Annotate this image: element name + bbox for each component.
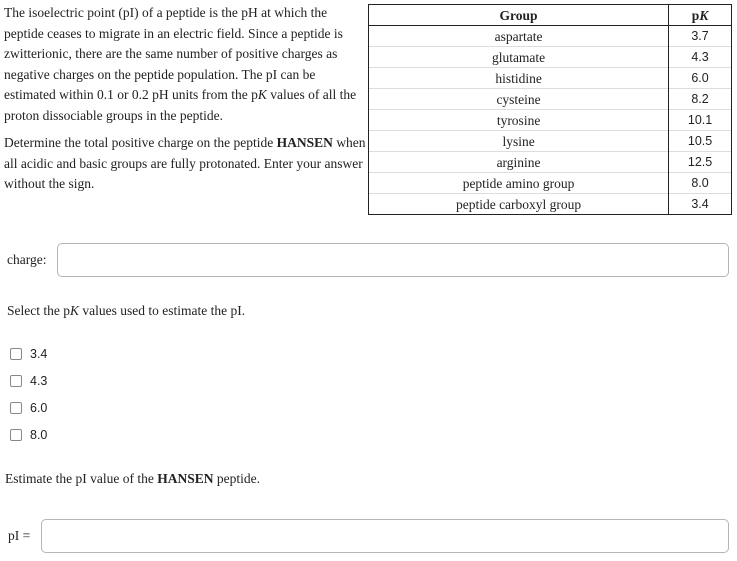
pk-option[interactable] (10, 340, 47, 367)
checkbox[interactable] (10, 375, 22, 387)
intro-paragraph: The isoelectric point (pI) of a peptide is the pH at which the peptide ceases to migrate in an electric field. Since a peptide is zwitterionic, there are the same number of positive charges as negative charges on the peptide population. The pI can be estimated within 0.1 or 0.2 pH units from the pK values of all the proton dissociable groups in the peptide. (4, 5, 357, 123)
checkbox[interactable] (10, 402, 22, 414)
group-cell: peptide amino group (369, 173, 669, 194)
question-text (4, 3, 366, 202)
pk-option-label: 6.0 (30, 400, 48, 415)
pk-cell: 12.5 (669, 152, 732, 173)
estimate-pi-prompt: Estimate the pI value of the HANSEN peptide. (5, 471, 260, 486)
pi-label: pI = (8, 528, 31, 543)
pk-values-table (368, 4, 732, 215)
table-row (369, 131, 732, 152)
table-row (369, 89, 732, 110)
charge-question-paragraph: Determine the total positive charge on the peptide HANSEN when all acidic and basic groups are fully protonated. Enter your answer without the sign. (4, 135, 366, 191)
table-row (369, 173, 732, 194)
pk-cell: 10.1 (669, 110, 732, 131)
charge-label: charge: (7, 252, 47, 267)
pk-cell: 8.0 (669, 173, 732, 194)
table-row (369, 152, 732, 173)
group-cell: tyrosine (369, 110, 669, 131)
pk-cell: 6.0 (669, 68, 732, 89)
group-cell: peptide carboxyl group (369, 194, 669, 215)
table-row (369, 68, 732, 89)
peptide-name: HANSEN (276, 135, 333, 150)
checkbox[interactable] (10, 429, 22, 441)
group-cell: arginine (369, 152, 669, 173)
pk-option[interactable] (10, 394, 47, 421)
table-row (369, 47, 732, 68)
charge-input[interactable] (57, 243, 729, 277)
group-cell: cysteine (369, 89, 669, 110)
pi-row (8, 519, 729, 553)
pk-option[interactable] (10, 421, 47, 448)
group-cell: aspartate (369, 26, 669, 47)
pk-option[interactable] (10, 367, 47, 394)
pk-cell: 3.4 (669, 194, 732, 215)
table-row (369, 26, 732, 47)
pk-checkbox-list (10, 340, 47, 448)
pk-cell: 3.7 (669, 26, 732, 47)
group-cell: glutamate (369, 47, 669, 68)
table-row (369, 194, 732, 215)
pk-cell: 8.2 (669, 89, 732, 110)
pk-option-label: 3.4 (30, 346, 48, 361)
table-header-group: Group (369, 5, 669, 26)
pk-option-label: 8.0 (30, 427, 48, 442)
select-pk-prompt: Select the pK values used to estimate the pI. (7, 303, 246, 318)
group-cell: histidine (369, 68, 669, 89)
pk-cell: 4.3 (669, 47, 732, 68)
table-row (369, 110, 732, 131)
group-cell: lysine (369, 131, 669, 152)
charge-row (7, 243, 729, 277)
pi-input[interactable] (41, 519, 729, 553)
pk-option-label: 4.3 (30, 373, 48, 388)
table-header-pk: pK (669, 5, 732, 26)
checkbox[interactable] (10, 348, 22, 360)
pk-cell: 10.5 (669, 131, 732, 152)
